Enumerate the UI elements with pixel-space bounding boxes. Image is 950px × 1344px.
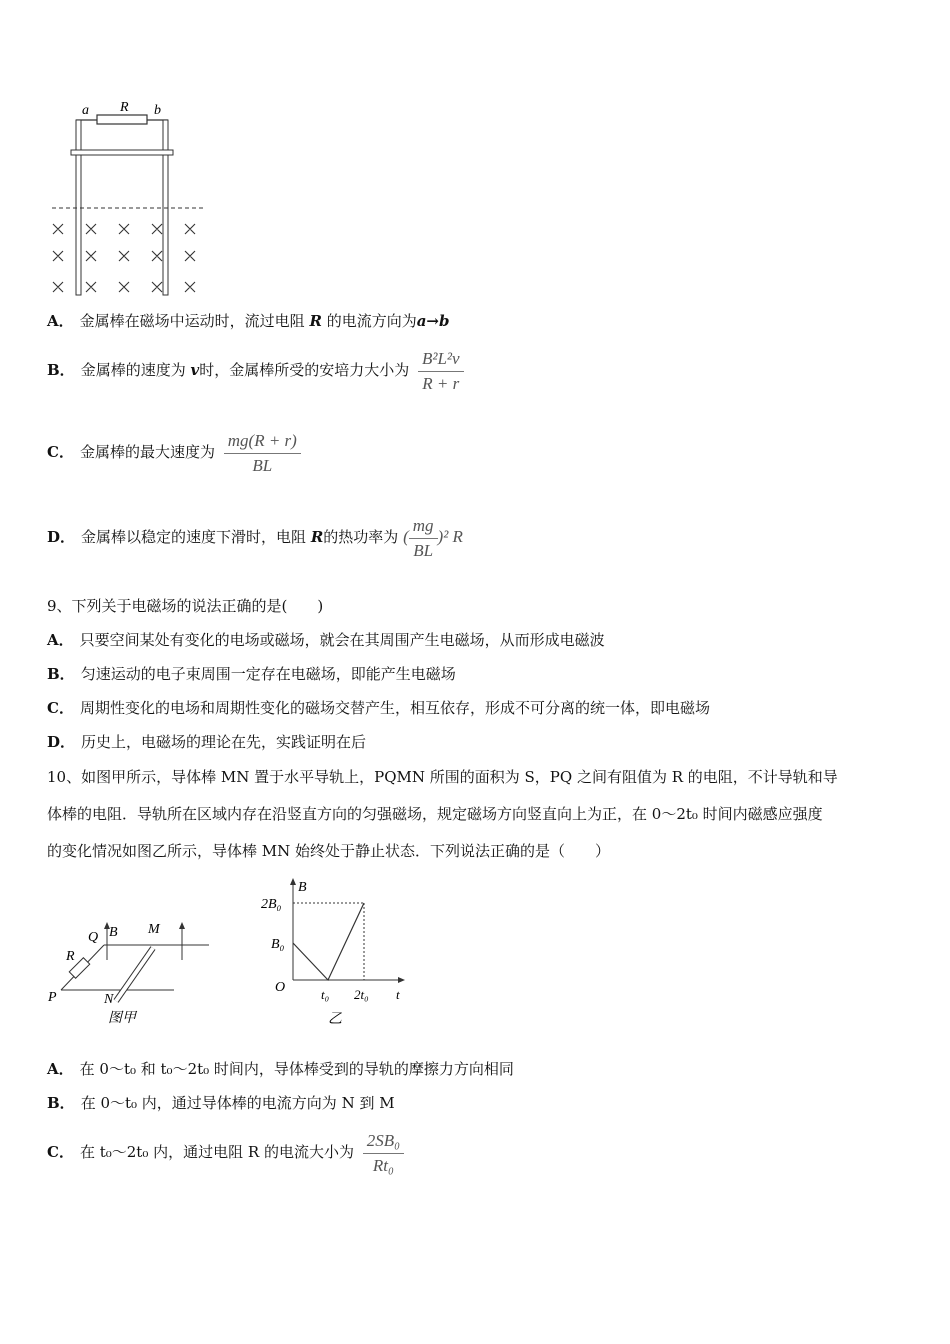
svg-text:2B₀: 2B₀ [261,897,282,912]
ampere-force-formula: $\frac{\text{B²L²v}}{R + r}$ [418,347,464,396]
figure-jia-circuit [44,915,214,1030]
q9-option-b[interactable]: B． 匀速运动的电子束周围一定存在电磁场，即能产生电磁场 [47,665,456,683]
q10-stem-line-2: 体棒的电阻．导轨所在区域内存在沿竖直方向的匀强磁场，规定磁场方向竖直向上为正，在 0～2t₀ 时间内磁感应强度 [47,805,823,823]
magnetic-field-crosses [53,224,195,292]
rail-magnetic-field-diagram [44,98,209,300]
figure-yi-b-t-graph [258,875,418,1030]
q8-option-b[interactable]: B． 金属棒的速度为 v时，金属棒所受的安培力大小为 $\frac{\text{B²L²v}}{R + r}$ [47,345,464,396]
q10-stem-line-3: 的变化情况如图乙所示，导体棒 MN 始终处于静止状态．下列说法正确的是（ ） [47,842,611,860]
label-a: a [82,103,89,118]
svg-text:M: M [148,922,160,937]
heat-power-formula: ( $\frac{mg}{BL}$ )² R [403,515,463,560]
svg-text:P: P [48,990,57,1005]
max-speed-formula: $\frac{mg(R + r)}{BL}$ [224,429,301,478]
svg-text:2t₀: 2t₀ [354,987,369,1002]
q10-option-b[interactable]: B． 在 0～t₀ 内，通过导体棒的电流方向为 N 到 M [47,1094,395,1112]
svg-text:R: R [66,949,75,964]
q9-option-a[interactable]: A． 只要空间某处有变化的电场或磁场，就会在其周围产生电磁场，从而形成电磁波 [47,631,605,649]
svg-text:N: N [104,992,114,1007]
q9-option-c[interactable]: C． 周期性变化的电场和周期性变化的磁场交替产生，相互依存，形成不可分离的统一体，即电磁场 [47,699,710,717]
svg-text:O: O [275,980,286,995]
q10-stem-line-1: 10、如图甲所示，导体棒 MN 置于水平导轨上，PQMN 所围的面积为 S，PQ 之间有阻值为 R 的电阻，不计导轨和导 [47,768,838,786]
label-R: R [120,100,129,115]
q8-option-c[interactable]: C． 金属棒的最大速度为 $\frac{mg(R + r)}{BL}$ [47,427,301,478]
svg-text:t₀: t₀ [321,987,330,1002]
svg-text:乙: 乙 [328,1012,342,1027]
q9-option-d[interactable]: D． 历史上，电磁场的理论在先，实践证明在后 [47,733,367,751]
q9-stem: 9、下列关于电磁场的说法正确的是( ) [47,597,324,615]
q8-option-a[interactable]: A． 金属棒在磁场中运动时，流过电阻 R 的电流方向为a→b [47,312,450,330]
svg-text:Q: Q [88,930,99,945]
label-b: b [154,103,161,118]
q8-option-d[interactable]: D． 金属棒以稳定的速度下滑时，电阻 R的热功率为 ( $\frac{mg}{BL}$ )² R [47,515,463,560]
current-formula: $\frac{\text{2SB₀}}{\text{Rt₀}}$ [363,1129,404,1178]
svg-text:B: B [298,880,307,895]
q10-option-a[interactable]: A． 在 0～t₀ 和 t₀～2t₀ 时间内，导体棒受到的导轨的摩擦力方向相同 [47,1060,514,1078]
resistor-icon [97,115,147,124]
b-vs-t-line [293,903,364,980]
svg-text:t: t [396,987,400,1002]
svg-text:图甲: 图甲 [108,1011,136,1026]
q10-option-c[interactable]: C． 在 t₀～2t₀ 内，通过电阻 R 的电流大小为 $\frac{\text{2SB₀}}{\text{Rt₀}}$ [47,1127,404,1178]
svg-text:B: B [109,925,118,940]
svg-text:B₀: B₀ [271,937,285,952]
